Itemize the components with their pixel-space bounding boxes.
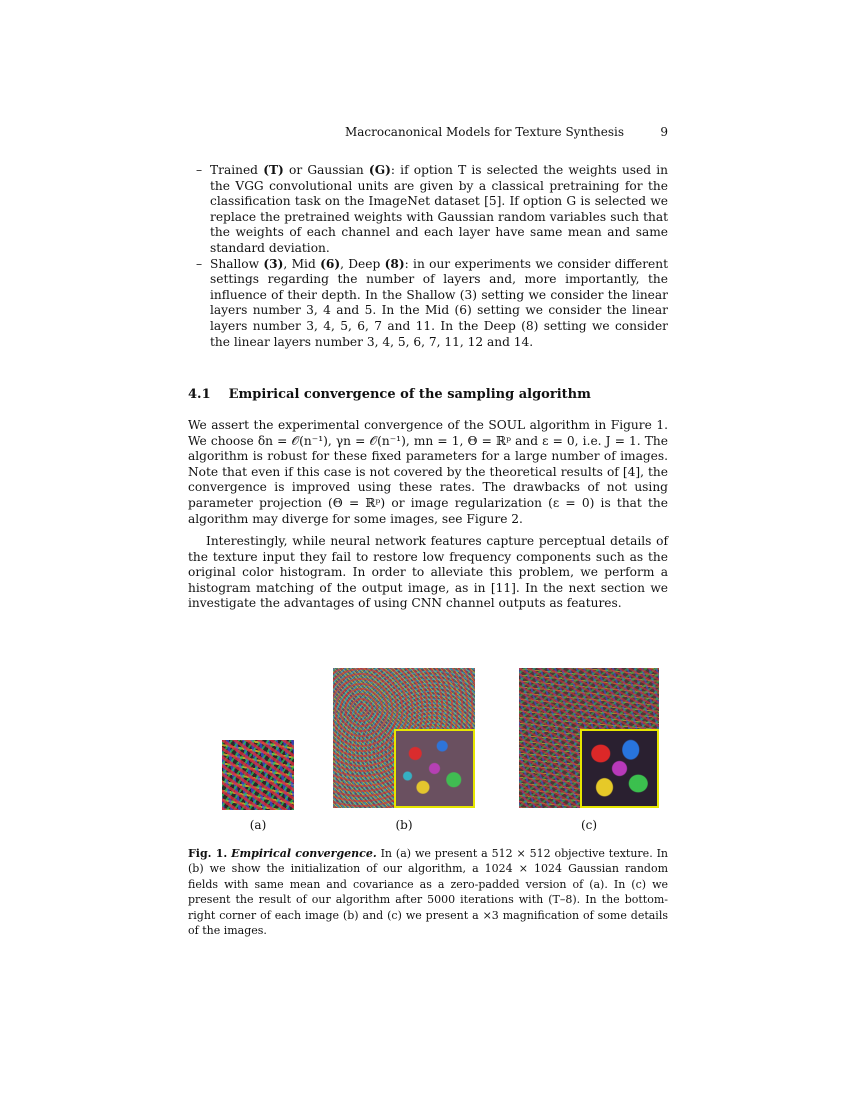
list-dash: – [196,256,203,271]
magnification-inset-b [394,729,475,808]
list-item [188,163,668,257]
list-dash: – [196,163,203,177]
running-title: Macrocanonical Models for Texture Synthesis [344,125,624,139]
list-item-bold: (G) [368,163,391,177]
section-heading [188,386,668,404]
caption-title: Empirical convergence. [231,847,377,860]
subfigure-label-a: (a) [249,818,267,832]
list-item-bold: (3) [263,256,284,271]
list-item [188,257,668,351]
list-item-body: : in our experiments we consider different settings regarding the number of layers and, more importantly, the influence of their depth. In the Shallow (3) setting we consider the linear layers number 3, 4 and 5. In the Mid (6) setting we consider the linear layers number 3, 4, 5, 6, 7 and 11. In the Deep (8) setting we consider the linear layers number 3, 4, 5, 6, 7, 11, 12 and 14. [210,256,669,349]
figure-caption [188,846,668,938]
objective-texture-image [222,740,294,810]
option-list [188,163,668,350]
section-title: Empirical convergence of the sampling algorithm [228,387,591,402]
caption-label: Fig. 1. [188,847,228,860]
list-item-bold: (T) [263,163,284,177]
subfigure-label-b: (b) [395,818,413,832]
running-header [188,124,668,140]
magnification-inset-c [580,729,659,808]
list-item-lead: Trained [210,163,264,177]
list-item-lead: , Mid [283,256,321,271]
list-item-bold: (8) [384,256,405,271]
list-item-body: : if option T is selected the weights used in the VGG convolutional units are given by a classical pretraining for the classification task on the ImageNet dataset [5]. If option G is selected we replace the pretrained weights with Gaussian random variables such that the weights of each channel and each layer have same mean and same standard deviation. [210,163,668,255]
body-paragraph: Interestingly, while neural network features capture perceptual details of the texture input they fail to restore low frequency components such as the original color histogram. In order to alleviate this problem, we perform a histogram matching of the output image, as in [11]. In the next section we investigate the advantages of using CNN channel outputs as features. [188,534,668,611]
section-number: 4.1 [188,387,211,402]
page-number: 9 [660,125,668,139]
list-item-lead: , Deep [340,256,385,271]
list-item-lead: or Gaussian [283,163,369,177]
list-item-bold: (6) [320,256,341,271]
body-paragraph: We assert the experimental convergence of the SOUL algorithm in Figure 1. We choose δn = 𝒪(n⁻¹), γn = 𝒪(n⁻¹), mn = 1, Θ = ℝᵖ and ε = 0, i.e. J = 1. The algorithm is robust for these fixed parameters for a large number of images. Note that even if this case is not covered by the theoretical results of [4], the convergence is improved using these rates. The drawbacks of not using parameter projection (Θ = ℝᵖ) or image regularization (ε = 0) is that the algorithm may diverge for some images, see Figure 2. [188,418,668,526]
list-item-lead: Shallow [210,256,264,271]
subfigure-label-c: (c) [580,818,598,832]
caption-text: In (a) we present a 512 × 512 objective texture. In (b) we show the initialization of our algorithm, a 1024 × 1024 Gaussian random fields with same mean and covariance as a zero-padded version of (a). In (c) we present the result of our algorithm after 5000 iterations with (T–8). In the bottom-right corner of each image (b) and (c) we present a ×3 magnification of some details of the images. [188,847,669,938]
